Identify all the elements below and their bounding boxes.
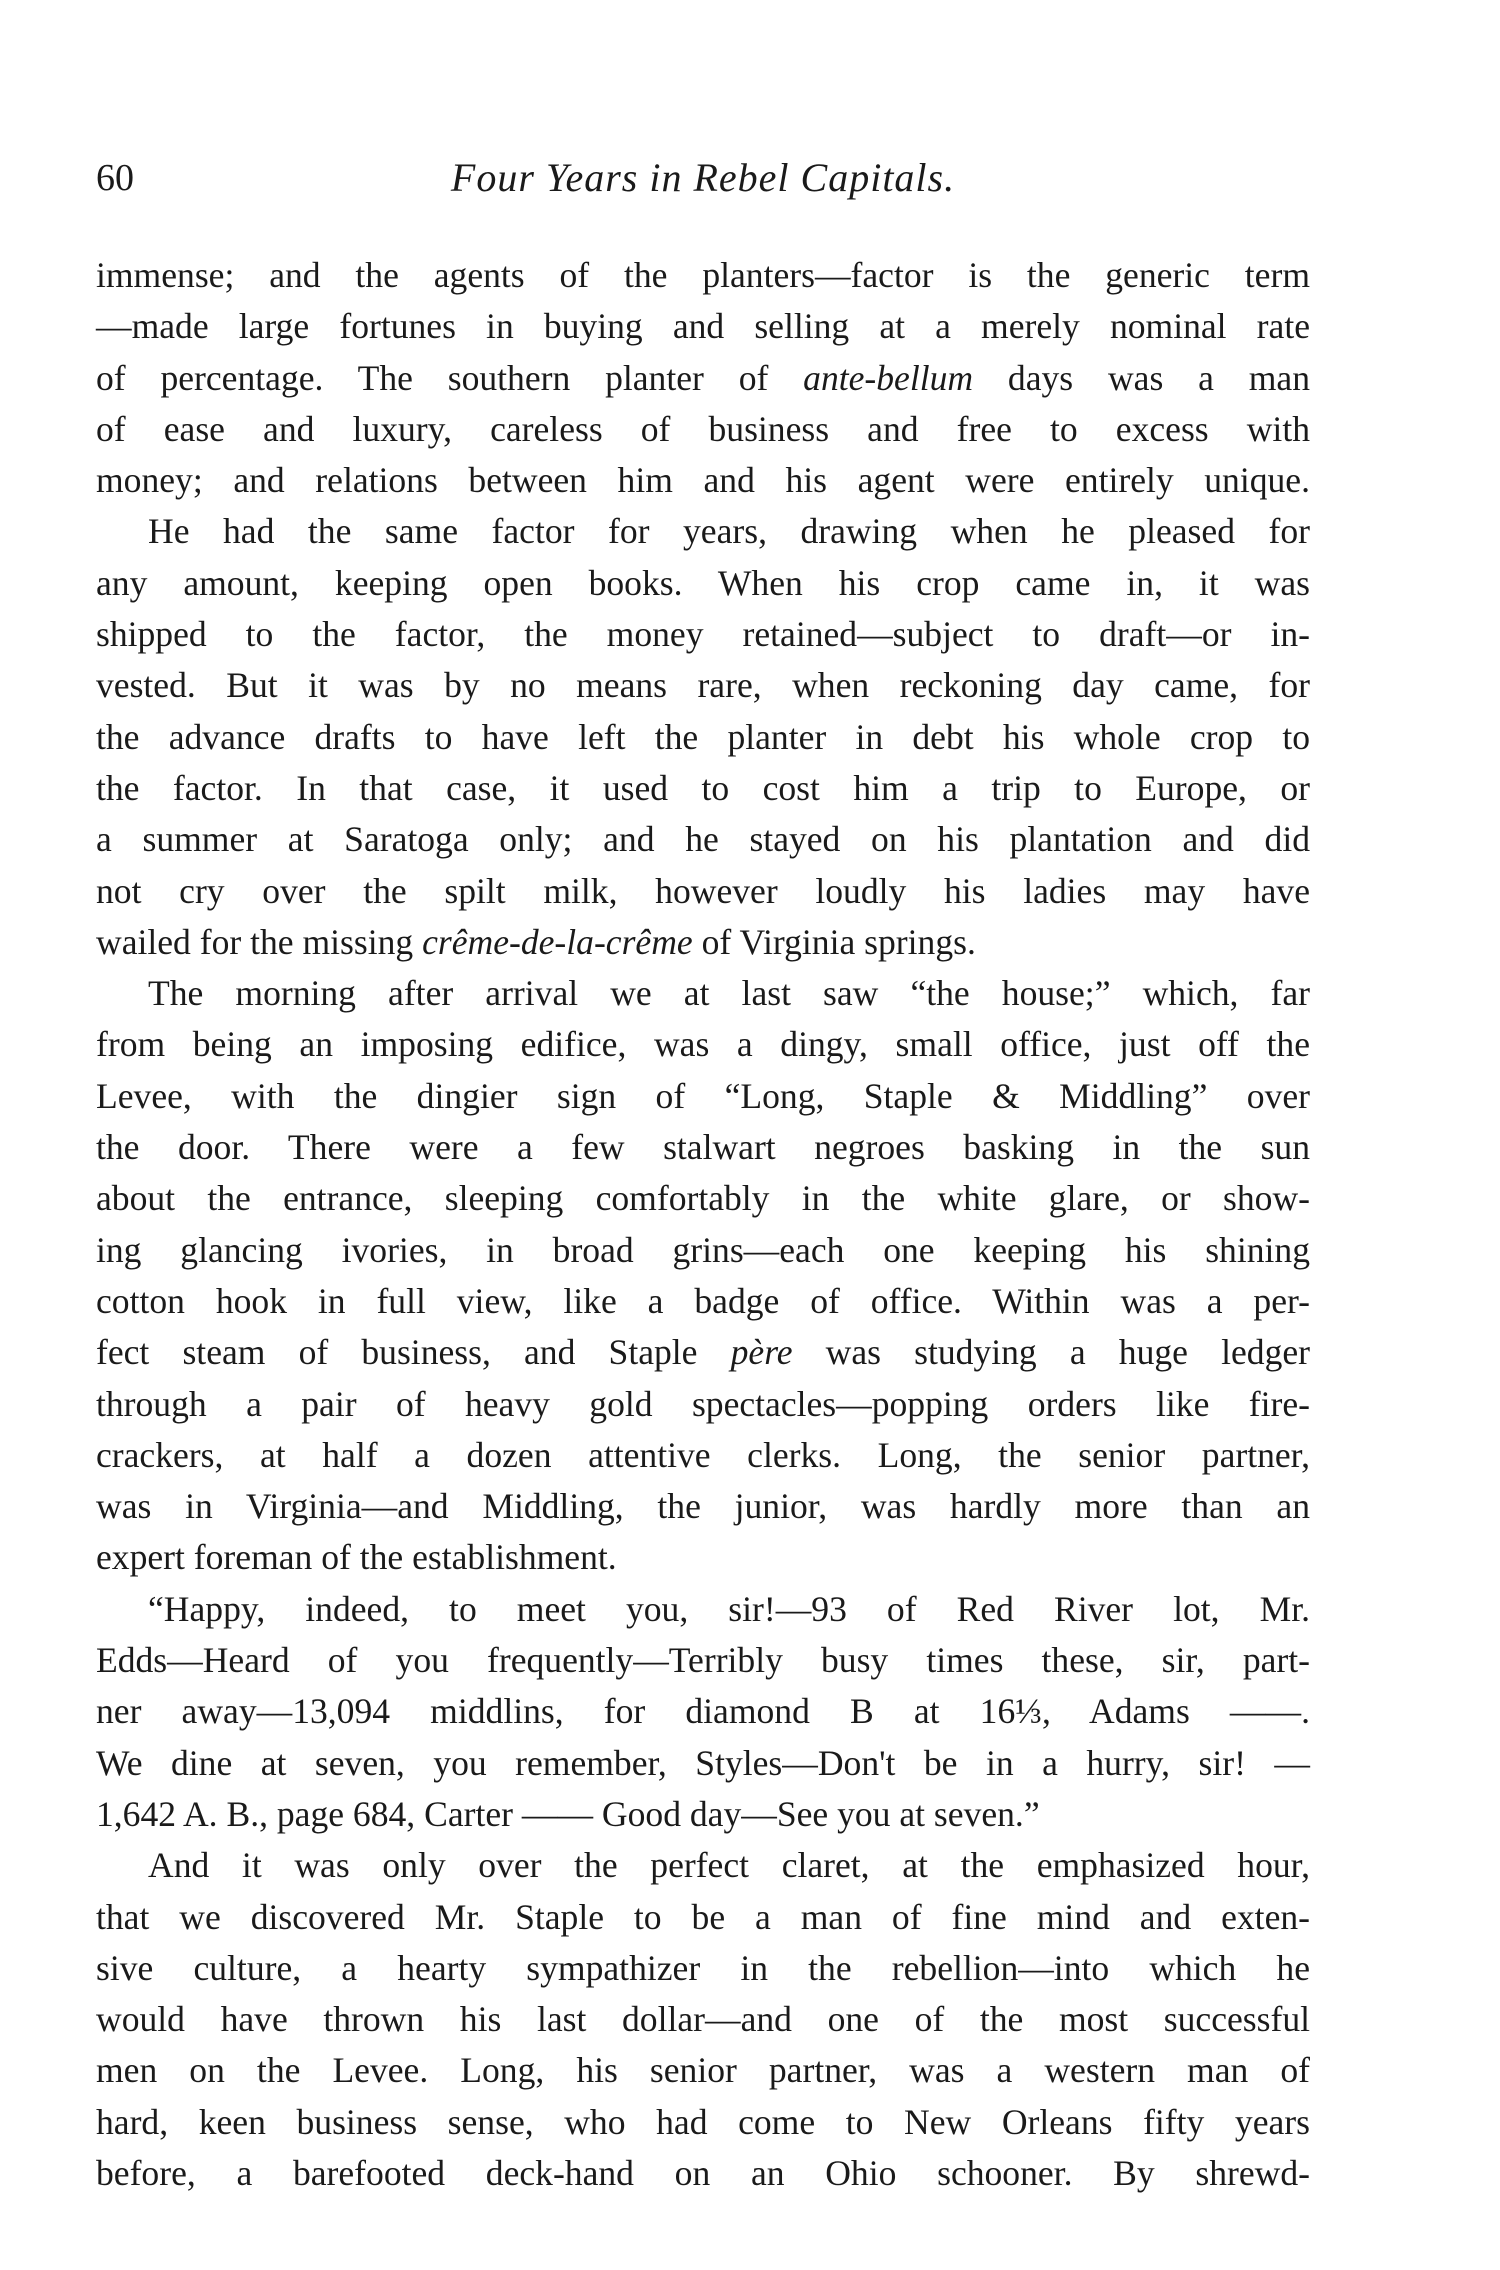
italic-term: crême-de-la-crême bbox=[422, 921, 693, 962]
text-line: about the entrance, sleeping comfortably in the white glare, or show- bbox=[96, 1178, 1310, 1219]
text-line: immense; and the agents of the planters—factor is the generic term bbox=[96, 255, 1310, 295]
text-line: the advance drafts to have left the planter in debt his whole crop to bbox=[96, 716, 1310, 757]
text-line: —made large fortunes in buying and selling at a merely nominal rate bbox=[96, 306, 1310, 347]
text-line: Levee, with the dingier sign of “Long, Staple & Middling” over bbox=[96, 1075, 1310, 1116]
text-line: before, a barefooted deck-hand on an Ohio schooner. By shrewd- bbox=[96, 2152, 1310, 2193]
text-line: expert foreman of the establishment. bbox=[96, 1537, 617, 1578]
italic-term: père bbox=[730, 1332, 793, 1373]
text-line: money; and relations between him and his agent were entirely unique. bbox=[96, 460, 1310, 501]
text-line: a summer at Saratoga only; and he stayed on his plantation and did bbox=[96, 819, 1310, 860]
text-line: from being an imposing edifice, was a dingy, small office, just off the bbox=[96, 1024, 1310, 1065]
text-line: And it was only over the perfect claret, at the emphasized hour, bbox=[148, 1845, 1310, 1886]
italic-term: ante-bellum bbox=[803, 357, 974, 398]
text-line: that we discovered Mr. Staple to be a man of fine mind and exten- bbox=[96, 1896, 1310, 1937]
text-line: We dine at seven, you remember, Styles—Don't be in a hurry, sir! — bbox=[96, 1742, 1310, 1783]
text-line: The morning after arrival we at last saw “the house;” which, far bbox=[148, 973, 1310, 1014]
text-line: hard, keen business sense, who had come to New Orleans fifty years bbox=[96, 2101, 1310, 2142]
text-line: not cry over the spilt milk, however loudly his ladies may have bbox=[96, 870, 1310, 911]
page-number: 60 bbox=[96, 157, 134, 199]
text-line: ner away—13,094 middlins, for diamond B at 16⅓, Adams ——. bbox=[96, 1691, 1310, 1732]
text-line: would have thrown his last dollar—and one of the most successful bbox=[96, 1999, 1310, 2040]
text-line: was in Virginia—and Middling, the junior, was hardly more than an bbox=[96, 1486, 1310, 1527]
text-line: the factor. In that case, it used to cost him a trip to Europe, or bbox=[96, 767, 1310, 808]
body-text bbox=[96, 250, 1310, 2199]
text-line: ing glancing ivories, in broad grins—each one keeping his shining bbox=[96, 1229, 1310, 1270]
text-line: vested. But it was by no means rare, when reckoning day came, for bbox=[96, 665, 1310, 706]
running-head bbox=[96, 150, 1310, 206]
text-line: of percentage. The southern planter of ante-bellum days was a man bbox=[96, 357, 1310, 398]
text-line: He had the same factor for years, drawing when he pleased for bbox=[148, 511, 1310, 552]
text-line: shipped to the factor, the money retained—subject to draft—or in- bbox=[96, 614, 1310, 655]
text-line: any amount, keeping open books. When his crop came in, it was bbox=[96, 562, 1310, 603]
text-line: fect steam of business, and Staple père was studying a huge ledger bbox=[96, 1332, 1310, 1373]
text-line: cotton hook in full view, like a badge of office. Within was a per- bbox=[96, 1280, 1310, 1321]
text-line: Edds—Heard of you frequently—Terribly busy times these, sir, part- bbox=[96, 1640, 1310, 1681]
book-page bbox=[96, 150, 1310, 2199]
text-line: crackers, at half a dozen attentive clerks. Long, the senior partner, bbox=[96, 1434, 1310, 1475]
text-line: sive culture, a hearty sympathizer in the rebellion—into which he bbox=[96, 1947, 1310, 1988]
running-title: Four Years in Rebel Capitals. bbox=[450, 155, 956, 200]
text-line: wailed for the missing crême-de-la-crême of Virginia springs. bbox=[96, 921, 976, 962]
text-line: through a pair of heavy gold spectacles—popping orders like fire- bbox=[96, 1383, 1310, 1424]
text-line: men on the Levee. Long, his senior partner, was a western man of bbox=[96, 2050, 1310, 2091]
text-line: 1,642 A. B., page 684, Carter —— Good day—See you at seven.” bbox=[96, 1793, 1040, 1834]
text-line: the door. There were a few stalwart negroes basking in the sun bbox=[96, 1127, 1310, 1168]
text-line: “Happy, indeed, to meet you, sir!—93 of Red River lot, Mr. bbox=[148, 1588, 1310, 1629]
text-line: of ease and luxury, careless of business and free to excess with bbox=[96, 408, 1310, 449]
